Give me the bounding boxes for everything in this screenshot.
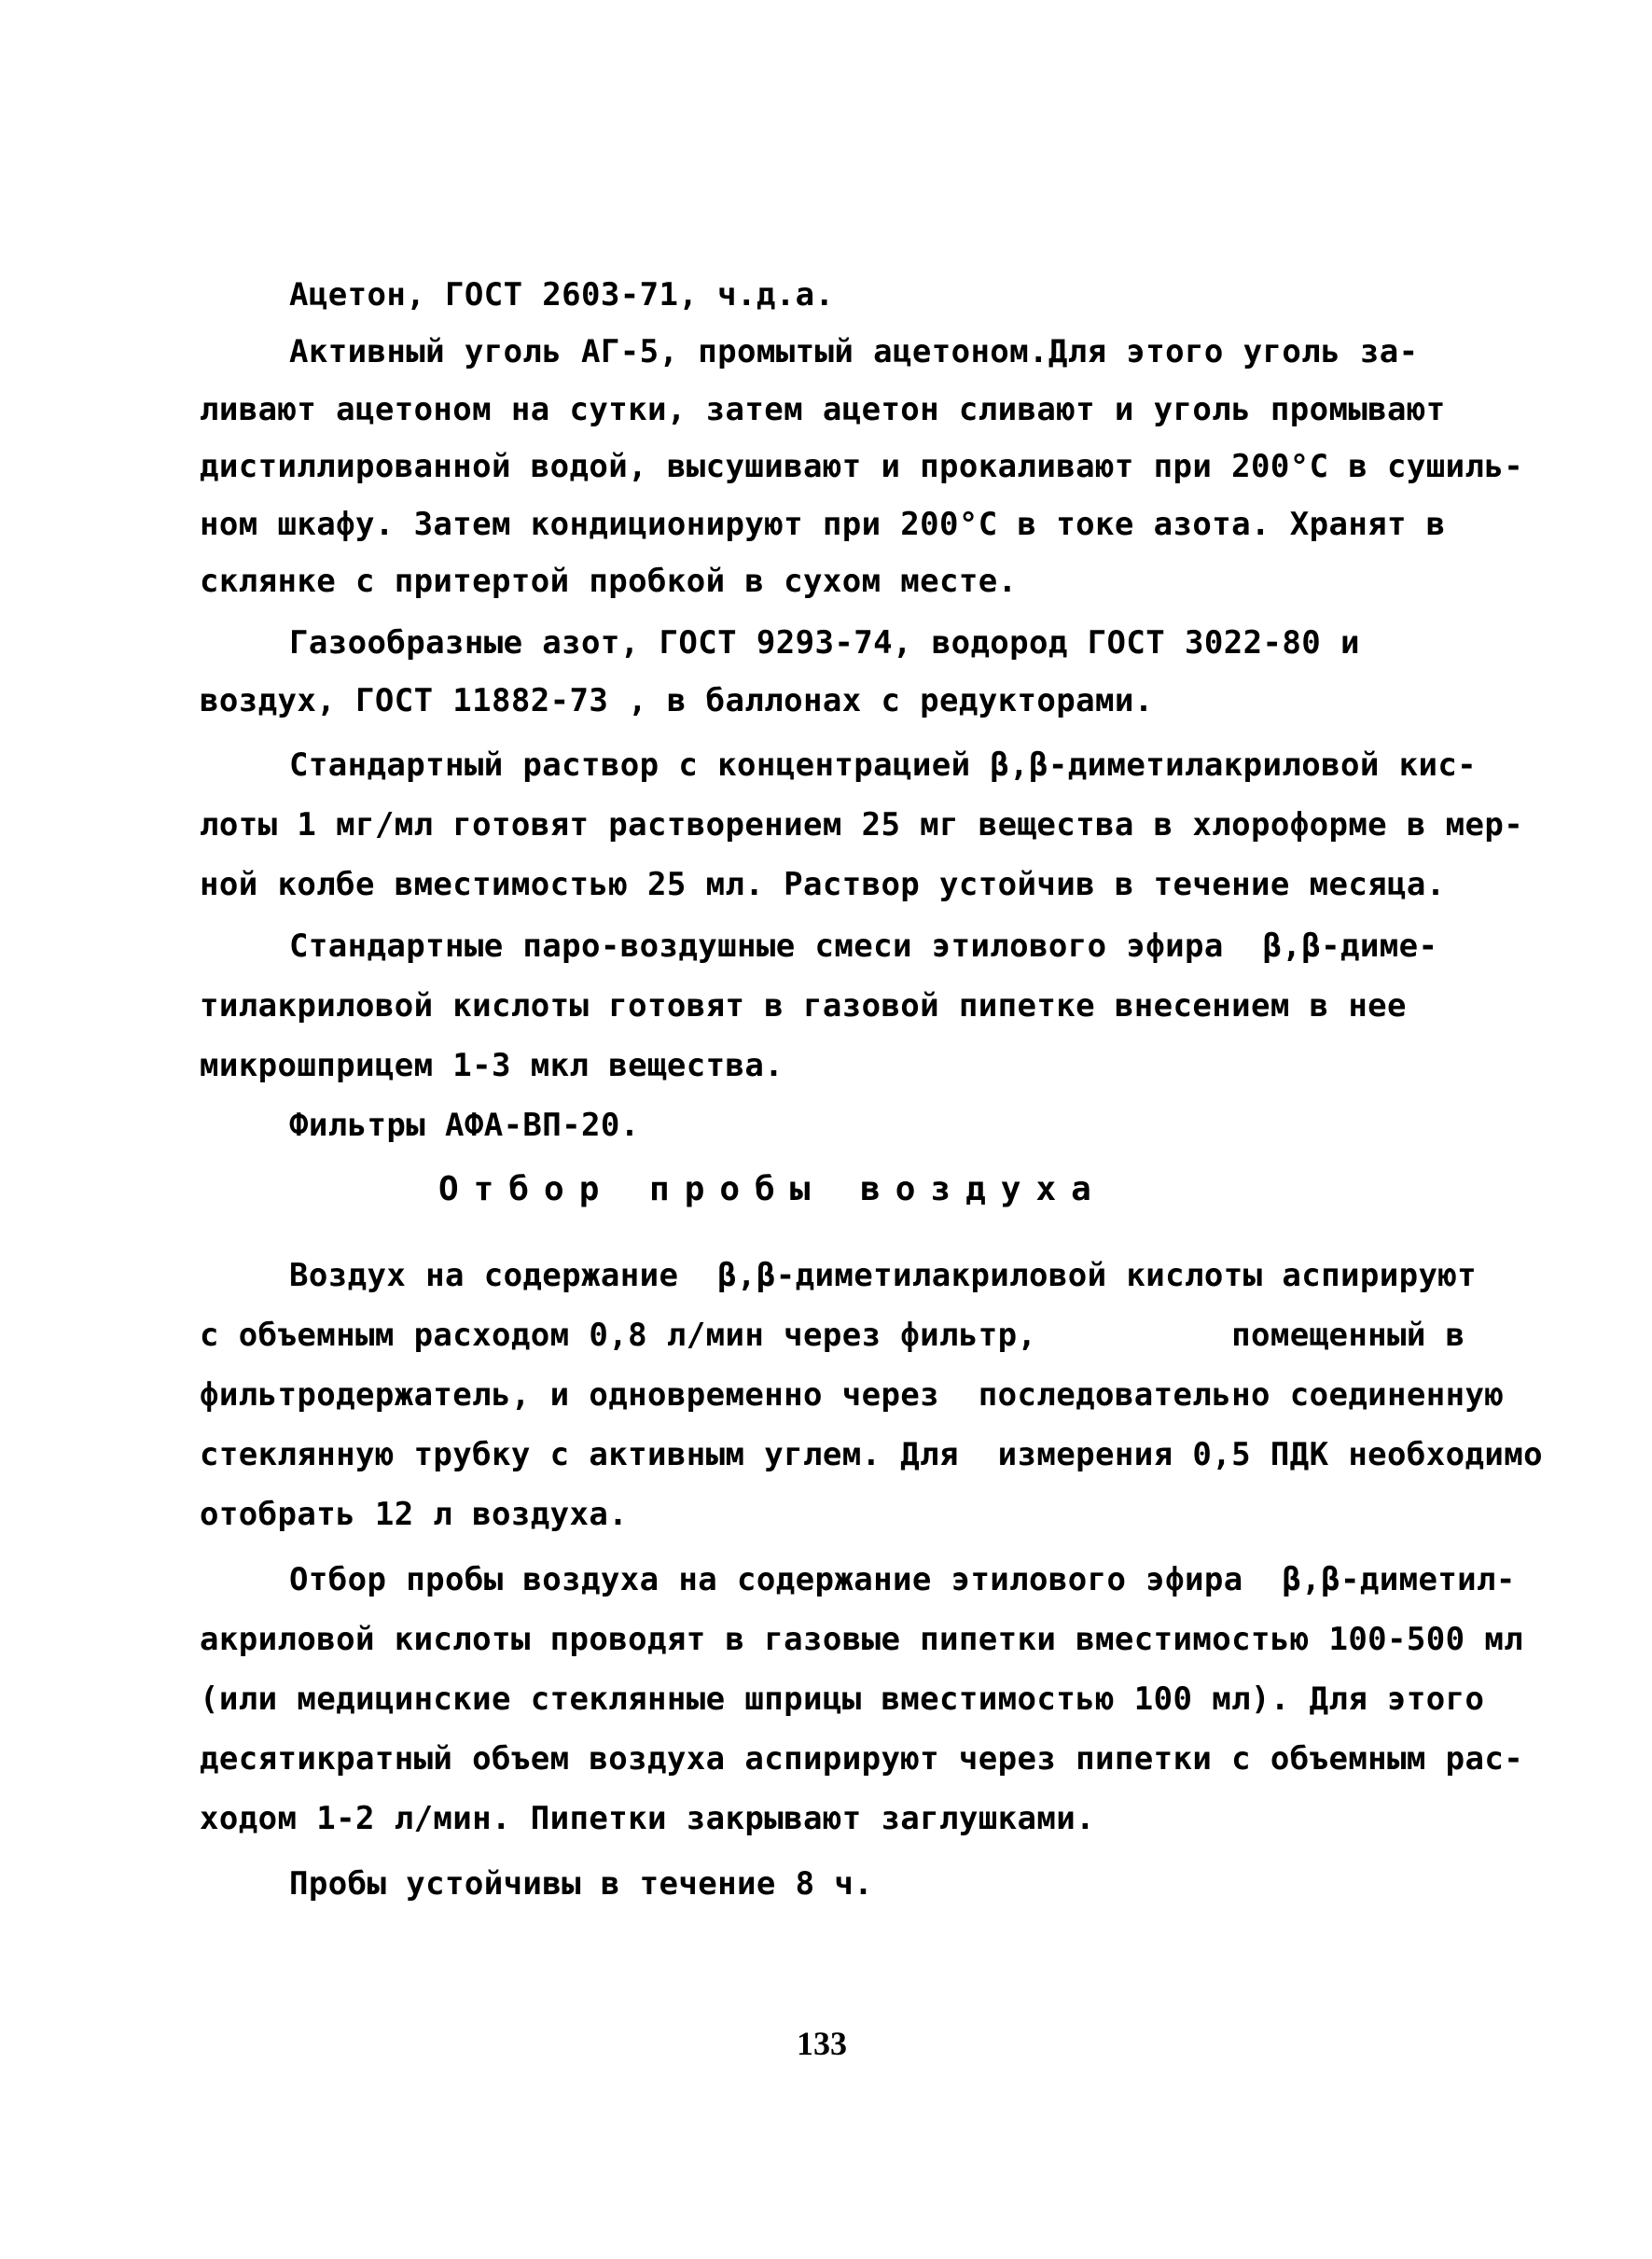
reagent-activated-carbon-line-1: Активный уголь АГ-5, промытый ацетоном.Для этого уголь за- [289,333,1419,370]
reagent-activated-carbon-line-2: ливают ацетоном на сутки, затем ацетон сливают и уголь промывают [200,391,1446,428]
sampling-paragraph-1-line-1: Воздух на содержание β,β-диметилакриловой кислоты аспирируют [289,1257,1478,1294]
reagent-acetone: Ацетон, ГОСТ 2603-71, ч.д.а. [289,276,835,314]
sampling-paragraph-2-line-2: акриловой кислоты проводят в газовые пипетки вместимостью 100-500 мл [200,1621,1524,1658]
reagent-filters: Фильтры АФА-ВП-20. [289,1107,640,1144]
sampling-paragraph-1-line-3: фильтродержатель, и одновременно через последовательно соединенную [200,1376,1505,1414]
section-heading: Отбор пробы воздуха [438,1170,1106,1208]
sampling-paragraph-2-line-3: (или медицинские стеклянные шприцы вместимостью 100 мл). Для этого [200,1680,1485,1718]
reagent-activated-carbon-line-4: ном шкафу. Затем кондиционируют при 200°С в токе азота. Хранят в [200,506,1446,543]
sampling-paragraph-2-line-5: ходом 1-2 л/мин. Пипетки закрывают заглушками. [200,1800,1096,1837]
sampling-paragraph-1-line-5: отобрать 12 л воздуха. [200,1496,629,1533]
reagent-gases-line-2: воздух, ГОСТ 11882-73 , в баллонах с редукторами. [200,682,1154,719]
sampling-paragraph-2-line-1: Отбор пробы воздуха на содержание этилового эфира β,β-диметил- [289,1561,1516,1598]
standard-solution-line-1: Стандартный раствор с концентрацией β,β-диметилакриловой кис- [289,746,1478,784]
standard-mixtures-line-3: микрошприцем 1-3 мкл вещества. [200,1047,784,1084]
reagent-gases-line-1: Газообразные азот, ГОСТ 9293-74, водород ГОСТ 3022-80 и [289,624,1360,662]
standard-solution-line-2: лоты 1 мг/мл готовят растворением 25 мг вещества в хлороформе в мер- [200,806,1524,844]
page-number: 133 [797,2025,847,2062]
standard-mixtures-line-1: Стандартные паро-воздушные смеси этилового эфира β,β-диме- [289,927,1438,965]
sampling-paragraph-1-line-4: стеклянную трубку с активным углем. Для измерения 0,5 ПДК необходимо [200,1436,1544,1473]
sample-stability: Пробы устойчивы в течение 8 ч. [289,1865,874,1903]
sampling-paragraph-1-line-2: с объемным расходом 0,8 л/мин через фильтр, помещенный в [200,1317,1465,1354]
standard-solution-line-3: ной колбе вместимостью 25 мл. Раствор устойчив в течение месяца. [200,866,1446,903]
reagent-activated-carbon-line-3: дистиллированной водой, высушивают и прокаливают при 200°С в сушиль- [200,448,1524,485]
reagent-activated-carbon-line-5: склянке с притертой пробкой в сухом месте. [200,563,1018,600]
standard-mixtures-line-2: тилакриловой кислоты готовят в газовой пипетке внесением в нее [200,987,1407,1025]
sampling-paragraph-2-line-4: десятикратный объем воздуха аспирируют через пипетки с объемным рас- [200,1740,1524,1778]
